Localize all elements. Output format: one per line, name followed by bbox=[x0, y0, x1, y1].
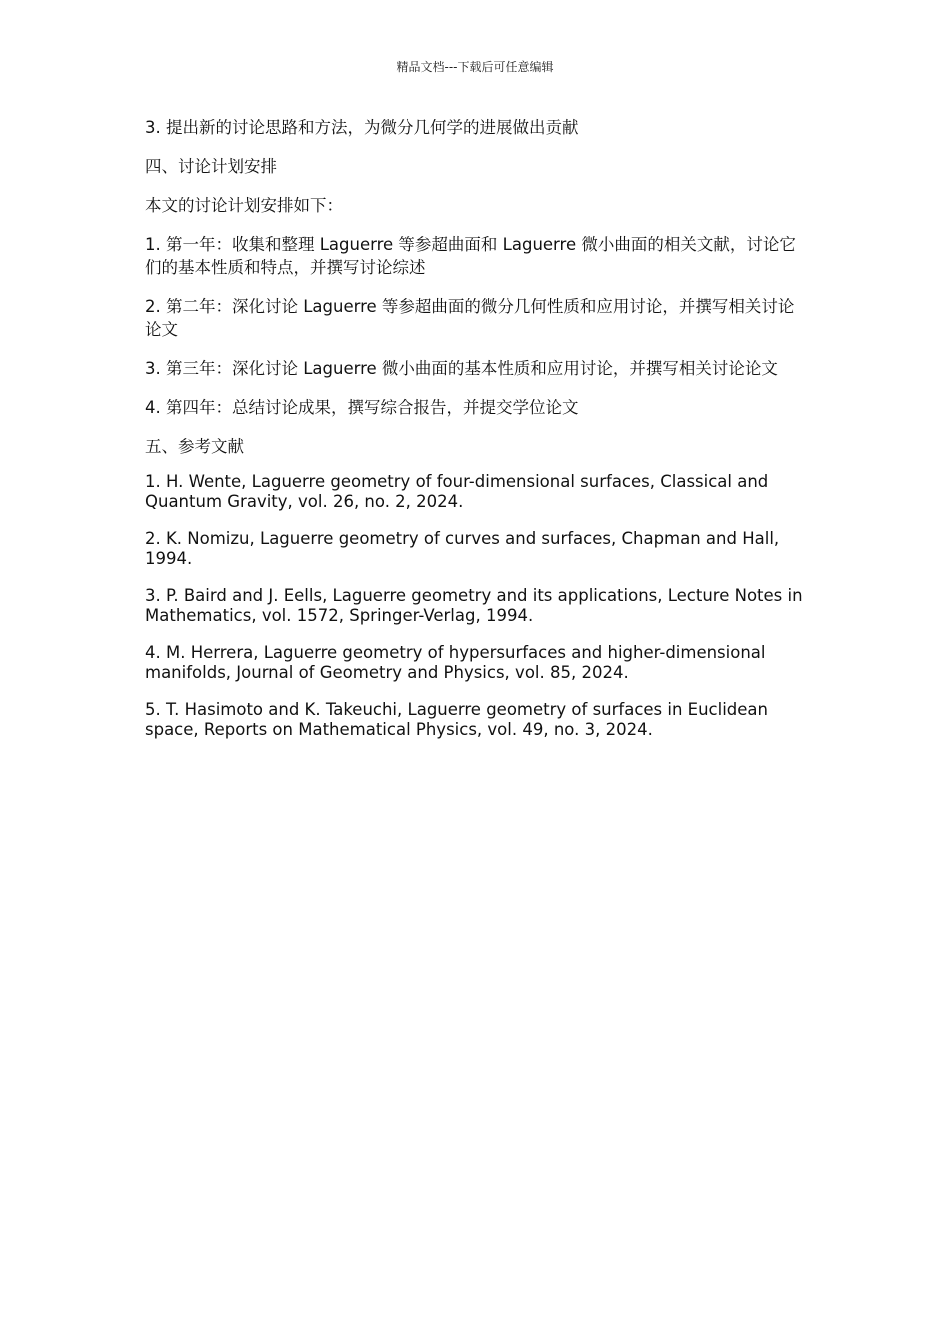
plan-item-year-3: 3. 第三年：深化讨论 Laguerre 微小曲面的基本性质和应用讨论，并撰写相关讨论论文 bbox=[145, 359, 778, 378]
section-heading-references: 五、参考文献 bbox=[145, 437, 244, 456]
reference-item: 2. K. Nomizu, Laguerre geometry of curves and surfaces, Chapman and Hall, 1994. bbox=[145, 529, 780, 568]
plan-item-year-4: 4. 第四年：总结讨论成果，撰写综合报告，并提交学位论文 bbox=[145, 398, 579, 417]
plan-item-year-2: 2. 第二年：深化讨论 Laguerre 等参超曲面的微分几何性质和应用讨论，并撰写相关讨论论文 bbox=[145, 297, 795, 339]
reference-item: 3. P. Baird and J. Eells, Laguerre geometry and its applications, Lecture Notes in Mathematics, vol. 1572, Springer-Verlag, 1994. bbox=[145, 586, 803, 625]
plan-item-year-1: 1. 第一年：收集和整理 Laguerre 等参超曲面和 Laguerre 微小曲面的相关文献，讨论它们的基本性质和特点，并撰写讨论综述 bbox=[145, 235, 796, 277]
section-heading-plan: 四、讨论计划安排 bbox=[145, 157, 277, 176]
page-header: 精品文档---下载后可任意编辑 bbox=[396, 60, 554, 74]
plan-intro: 本文的讨论计划安排如下： bbox=[145, 196, 343, 215]
reference-item: 5. T. Hasimoto and K. Takeuchi, Laguerre geometry of surfaces in Euclidean space, Reports on Mathematical Physics, vol. 49, no. 3, 2024. bbox=[145, 700, 768, 739]
reference-list bbox=[145, 472, 805, 740]
reference-item: 1. H. Wente, Laguerre geometry of four-dimensional surfaces, Classical and Quantum Gravity, vol. 26, no. 2, 2024. bbox=[145, 472, 769, 511]
goal-item: 3. 提出新的讨论思路和方法，为微分几何学的进展做出贡献 bbox=[145, 118, 579, 137]
document-body bbox=[145, 116, 805, 757]
reference-item: 4. M. Herrera, Laguerre geometry of hypersurfaces and higher-dimensional manifolds, Journal of Geometry and Physics, vol. 85, 2024. bbox=[145, 643, 766, 682]
